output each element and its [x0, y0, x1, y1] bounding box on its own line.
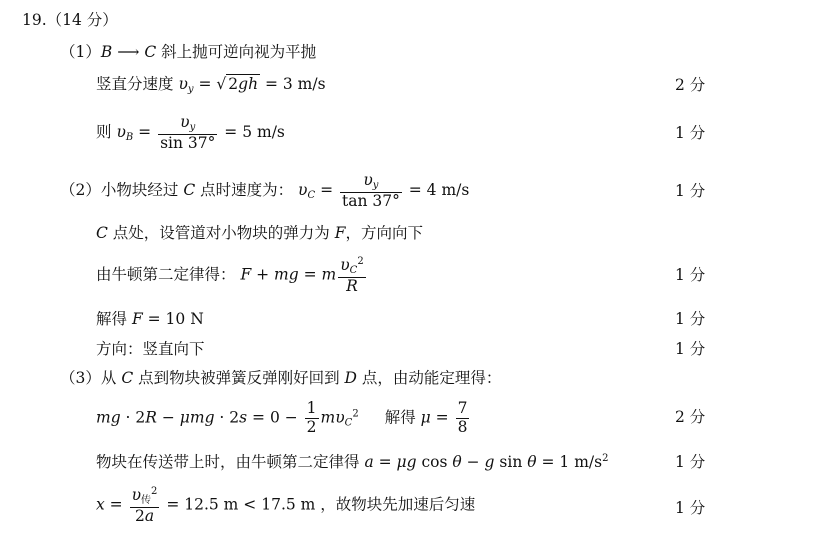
- problem-number: 19.: [22, 11, 47, 29]
- part3-title: （3）从 C 点到物块被弹簧反弹刚好回到 D 点，由动能定理得：: [60, 369, 502, 387]
- part2-label: （2）: [60, 181, 101, 200]
- part2-title-score: 1 分: [675, 182, 706, 200]
- part2-title: （2）小物块经过 C 点时速度为： $\upsilon_C$ = $\frac{\upsilon_y}{\tan 37^\circ}$ = 4 m/s: [60, 171, 470, 210]
- part3-line1: mg · 2R − μmg · 2s = 0 − $\frac{1}{2}$ $m\upsilon_C^2$ 解得 μ = $\frac{7}{8}$: [96, 399, 468, 436]
- part1-label: （1）: [60, 43, 101, 61]
- part3-label: （3）: [60, 369, 101, 387]
- part3-line2: 物块在传送带上时，由牛顿第二定律得 a = μg cos θ − g sin θ = 1 $m/s^2$: [96, 453, 609, 471]
- part2-line1: C 点处，设管道对小物块的弹力为 F，方向向下: [96, 224, 424, 242]
- part1-line2: 则 $\upsilon_B$ = $\frac{\upsilon_y}{\sin 37^\circ}$ = 5 m/s: [96, 113, 285, 152]
- part2-line2-score: 1 分: [675, 266, 706, 284]
- part1-line1-score: 2 分: [675, 76, 706, 94]
- part3-line3: x = $\frac{\upsilon_传^2}{2a}$ = 12.5 m < 17.5 m ，故物块先加速后匀速: [96, 486, 476, 525]
- part2-line4-score: 1 分: [675, 340, 706, 358]
- part2-line3: 解得 F = 10 N: [96, 310, 204, 328]
- part3-line3-score: 1 分: [675, 499, 706, 517]
- part2-line4: 方向：竖直向下: [96, 340, 205, 358]
- part1-title: （1）B ⟶ C 斜上抛可逆向视为平抛: [60, 43, 317, 61]
- part3-line2-score: 1 分: [675, 453, 706, 471]
- part1-line2-score: 1 分: [675, 124, 706, 142]
- part3-line1-score: 2 分: [675, 408, 706, 426]
- part2-line3-score: 1 分: [675, 310, 706, 328]
- points-total: （14 分）: [46, 11, 118, 29]
- problem-header: [22, 13, 118, 29]
- part2-line2: 由牛顿第二定律得： F + mg = m $\frac{\upsilon_C^2}{R}$: [96, 256, 364, 295]
- part1-line1: 竖直分速度 $\upsilon_y$ = √ 2gh = 3 m/s: [96, 75, 326, 95]
